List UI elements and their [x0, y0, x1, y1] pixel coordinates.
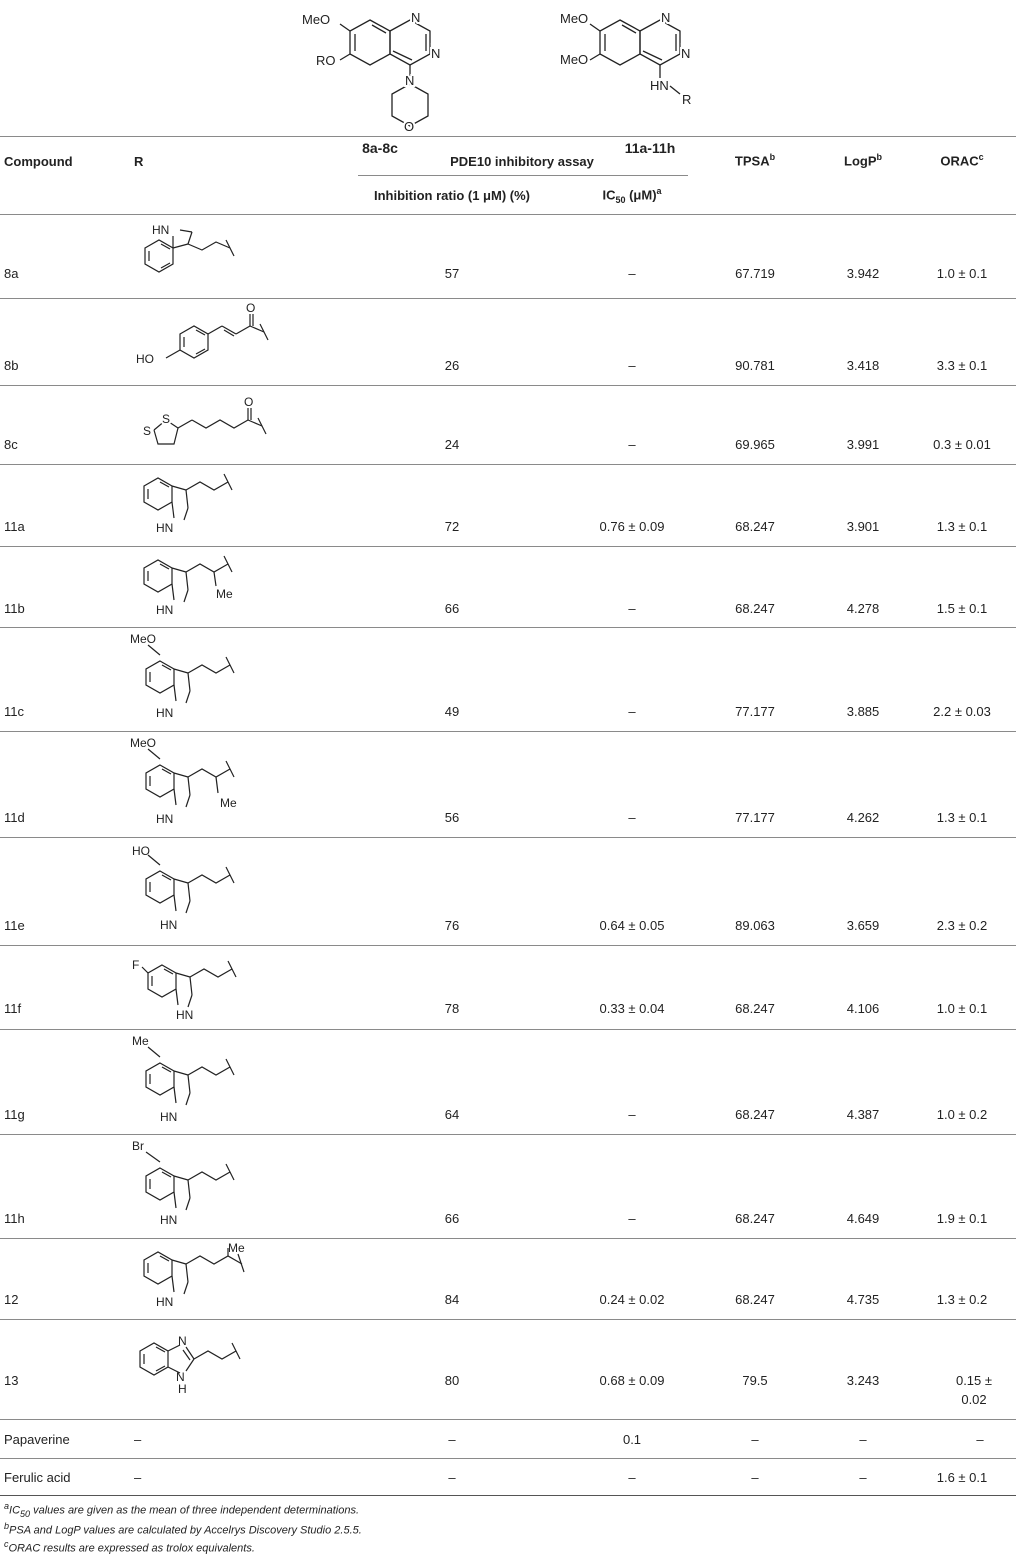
r-group-structure [130, 1033, 290, 1133]
orac-value: 1.5 ± 0.1 [936, 601, 988, 616]
tpsa-value: – [751, 1432, 759, 1447]
orac-value-cont: 0.02 [961, 1392, 987, 1407]
tpsa-value: 67.719 [735, 266, 775, 281]
orac-value: 0.15 ± [955, 1373, 993, 1388]
row-divider [0, 385, 1016, 386]
tpsa-value: 68.247 [735, 1107, 775, 1122]
orac-value: 0.3 ± 0.01 [933, 437, 991, 452]
r-group-structure [130, 550, 290, 622]
ic50-value: – [628, 358, 636, 373]
orac-value: 1.0 ± 0.1 [936, 266, 988, 281]
row-divider [0, 464, 1016, 465]
inhibition-value: 80 [444, 1373, 460, 1388]
col-header-logp: LogP$^b$ [844, 152, 882, 169]
logp-value: 3.991 [846, 437, 880, 452]
r-group-structure [130, 631, 290, 727]
row-divider [0, 1238, 1016, 1239]
atom-n: N [411, 10, 421, 25]
r-value: – [134, 1432, 142, 1447]
compound-id: 11a [4, 519, 25, 534]
tpsa-value: 89.063 [735, 918, 775, 933]
orac-value: 1.6 ± 0.1 [936, 1470, 988, 1485]
row-divider [0, 945, 1016, 946]
logp-value: 4.387 [846, 1107, 880, 1122]
ic50-value: 0.76 ± 0.09 [599, 519, 665, 534]
svg-text:S: S [162, 412, 171, 426]
tpsa-value: 68.247 [735, 519, 775, 534]
r-group-structure [130, 949, 290, 1025]
logp-value: 3.659 [846, 918, 880, 933]
scaffold-label-8a-8c: 8a-8c [362, 140, 398, 156]
orac-value: – [976, 1432, 984, 1447]
logp-value: 4.278 [846, 601, 880, 616]
ic50-value: 0.68 ± 0.09 [599, 1373, 665, 1388]
inhibition-value: 72 [444, 519, 460, 534]
svg-text:HN: HN [152, 223, 170, 237]
atom-n: N [431, 46, 441, 61]
r-group-structure [130, 1138, 290, 1234]
row-divider [0, 298, 1016, 299]
compound-id: 8a [4, 266, 19, 281]
logp-value: – [859, 1470, 867, 1485]
compound-id: Ferulic acid [4, 1470, 71, 1485]
orac-value: 3.3 ± 0.1 [936, 358, 988, 373]
atom-o: O [404, 119, 415, 134]
atom-n: N [681, 46, 691, 61]
orac-value: 2.3 ± 0.2 [936, 918, 988, 933]
compound-id: 8c [4, 437, 18, 452]
inhibition-value: 66 [444, 601, 460, 616]
orac-value: 1.0 ± 0.2 [936, 1107, 988, 1122]
logp-value: 3.418 [846, 358, 880, 373]
footnote: $^b$PSA and LogP values are calculated by Accelrys Discovery Studio 2.5.5. [4, 1521, 362, 1537]
compound-id: 11c [4, 704, 24, 719]
rule-top [0, 136, 1016, 137]
ic50-value: – [628, 704, 636, 719]
atom-n: N [661, 10, 671, 25]
logp-value: 3.901 [846, 519, 880, 534]
svg-text:HN: HN [176, 1008, 194, 1022]
tpsa-value: 68.247 [735, 1211, 775, 1226]
ic50-value: – [628, 266, 636, 281]
svg-text:HN: HN [156, 521, 174, 535]
logp-value: 3.942 [846, 266, 880, 281]
scaffold-8a-8c-structure [300, 0, 500, 140]
tpsa-value: 90.781 [735, 358, 775, 373]
inhibition-value: – [448, 1470, 456, 1485]
svg-text:N: N [176, 1370, 185, 1384]
orac-value: 1.3 ± 0.1 [936, 810, 988, 825]
ic50-value: 0.24 ± 0.02 [599, 1292, 665, 1307]
svg-text:HN: HN [156, 603, 174, 617]
tpsa-value: 79.5 [742, 1373, 768, 1388]
compound-id: 11d [4, 810, 25, 825]
compound-id: 11b [4, 601, 25, 616]
svg-text:HN: HN [156, 812, 174, 826]
logp-value: 3.885 [846, 704, 880, 719]
inhibition-value: 66 [444, 1211, 460, 1226]
r-group-structure [130, 735, 290, 835]
rule-bottom [0, 1495, 1016, 1496]
col-header-ic50: $IC_{50}$ $(\mu M)^a$ [602, 186, 662, 205]
tpsa-value: 68.247 [735, 1001, 775, 1016]
atom-n: N [405, 73, 415, 88]
inhibition-value: 26 [444, 358, 460, 373]
r-group-structure [130, 218, 290, 278]
r-group-structure [130, 1323, 300, 1403]
svg-text:Me: Me [216, 587, 233, 601]
inhibition-value: 56 [444, 810, 460, 825]
orac-value: 1.0 ± 0.1 [936, 1001, 988, 1016]
inhibition-value: 84 [444, 1292, 460, 1307]
atom-meo: MeO [302, 12, 331, 27]
svg-text:HN: HN [160, 918, 178, 932]
tpsa-value: 77.177 [735, 704, 775, 719]
footnote: $^aIC_{50}$ values are given as the mean of three independent determinations. [4, 1501, 360, 1519]
row-divider [0, 1029, 1016, 1030]
svg-text:HN: HN [156, 1295, 174, 1309]
ic50-value: – [628, 810, 636, 825]
ic50-value: 0.1 [622, 1432, 642, 1447]
scaffold-11a-11h-structure [560, 0, 740, 120]
row-divider [0, 1458, 1016, 1459]
svg-text:O: O [246, 302, 256, 315]
col-header-r: R [134, 154, 144, 169]
orac-value: 1.3 ± 0.2 [936, 1292, 988, 1307]
tpsa-value: 68.247 [735, 1292, 775, 1307]
row-divider [0, 837, 1016, 838]
r-value: – [134, 1470, 142, 1485]
row-divider [0, 1319, 1016, 1320]
r-group-structure [130, 841, 290, 941]
row-divider [0, 1419, 1016, 1420]
inhibition-value: 24 [444, 437, 460, 452]
svg-text:MeO: MeO [130, 632, 157, 646]
r-group-structure [130, 468, 290, 540]
logp-value: 4.106 [846, 1001, 880, 1016]
tpsa-value: – [751, 1470, 759, 1485]
svg-text:Me: Me [228, 1242, 245, 1255]
atom-r: R [682, 92, 692, 107]
rule-header [0, 214, 1016, 215]
tpsa-value: 69.965 [735, 437, 775, 452]
inhibition-value: 57 [444, 266, 460, 281]
col-header-pde10-group: PDE10 inhibitory assay [450, 154, 594, 169]
compound-id: 11e [4, 918, 25, 933]
atom-meo: MeO [560, 11, 589, 26]
r-group-structure [130, 1242, 300, 1314]
svg-text:F: F [132, 958, 140, 972]
ic50-value: – [628, 1211, 636, 1226]
svg-text:MeO: MeO [130, 736, 157, 750]
footnote: $^c$ORAC results are expressed as trolox equivalents. [4, 1539, 255, 1555]
logp-value: 4.649 [846, 1211, 880, 1226]
svg-text:Br: Br [132, 1139, 144, 1153]
compound-id: 11h [4, 1211, 25, 1226]
ic50-value: – [628, 1107, 636, 1122]
compound-id: 8b [4, 358, 19, 373]
row-divider [0, 1134, 1016, 1135]
svg-text:HO: HO [136, 352, 154, 366]
svg-text:HO: HO [132, 844, 150, 858]
group-underline [358, 175, 688, 176]
compound-id: 13 [4, 1373, 19, 1388]
orac-value: 1.3 ± 0.1 [936, 519, 988, 534]
logp-value: 4.262 [846, 810, 880, 825]
r-group-structure [130, 388, 300, 458]
ic50-value: – [628, 601, 636, 616]
svg-text:H: H [178, 1382, 187, 1396]
col-header-compound: Compound [4, 154, 73, 169]
compound-id: 11g [4, 1107, 25, 1122]
svg-text:HN: HN [160, 1110, 178, 1124]
row-divider [0, 546, 1016, 547]
ic50-value: 0.33 ± 0.04 [599, 1001, 665, 1016]
svg-text:O: O [244, 395, 254, 409]
inhibition-value: – [448, 1432, 456, 1447]
col-header-orac: ORAC$^c$ [940, 152, 984, 169]
tpsa-value: 68.247 [735, 601, 775, 616]
tpsa-value: 77.177 [735, 810, 775, 825]
atom-ro: RO [316, 53, 336, 68]
atom-hn: HN [650, 78, 669, 93]
row-divider [0, 731, 1016, 732]
scaffold-label-11a-11h: 11a-11h [624, 140, 676, 156]
logp-value: 4.735 [846, 1292, 880, 1307]
orac-value: 2.2 ± 0.03 [933, 704, 991, 719]
ic50-value: – [628, 437, 636, 452]
svg-text:N: N [178, 1334, 187, 1348]
inhibition-value: 78 [444, 1001, 460, 1016]
svg-text:Me: Me [220, 796, 237, 810]
logp-value: – [859, 1432, 867, 1447]
svg-text:S: S [143, 424, 152, 438]
logp-value: 3.243 [846, 1373, 880, 1388]
col-header-inhibition: Inhibition ratio (1 μM) (%) [374, 188, 530, 203]
svg-text:Me: Me [132, 1034, 149, 1048]
ic50-value: 0.64 ± 0.05 [599, 918, 665, 933]
svg-text:HN: HN [156, 706, 174, 720]
r-group-structure [130, 302, 300, 372]
orac-value: 1.9 ± 0.1 [936, 1211, 988, 1226]
inhibition-value: 49 [444, 704, 460, 719]
col-header-tpsa: TPSA$^b$ [734, 152, 776, 169]
row-divider [0, 627, 1016, 628]
inhibition-value: 64 [444, 1107, 460, 1122]
atom-meo: MeO [560, 52, 589, 67]
compound-id: Papaverine [4, 1432, 70, 1447]
compound-id: 11f [4, 1001, 22, 1016]
compound-id: 12 [4, 1292, 19, 1307]
svg-text:HN: HN [160, 1213, 178, 1227]
inhibition-value: 76 [444, 918, 460, 933]
ic50-value: – [628, 1470, 636, 1485]
